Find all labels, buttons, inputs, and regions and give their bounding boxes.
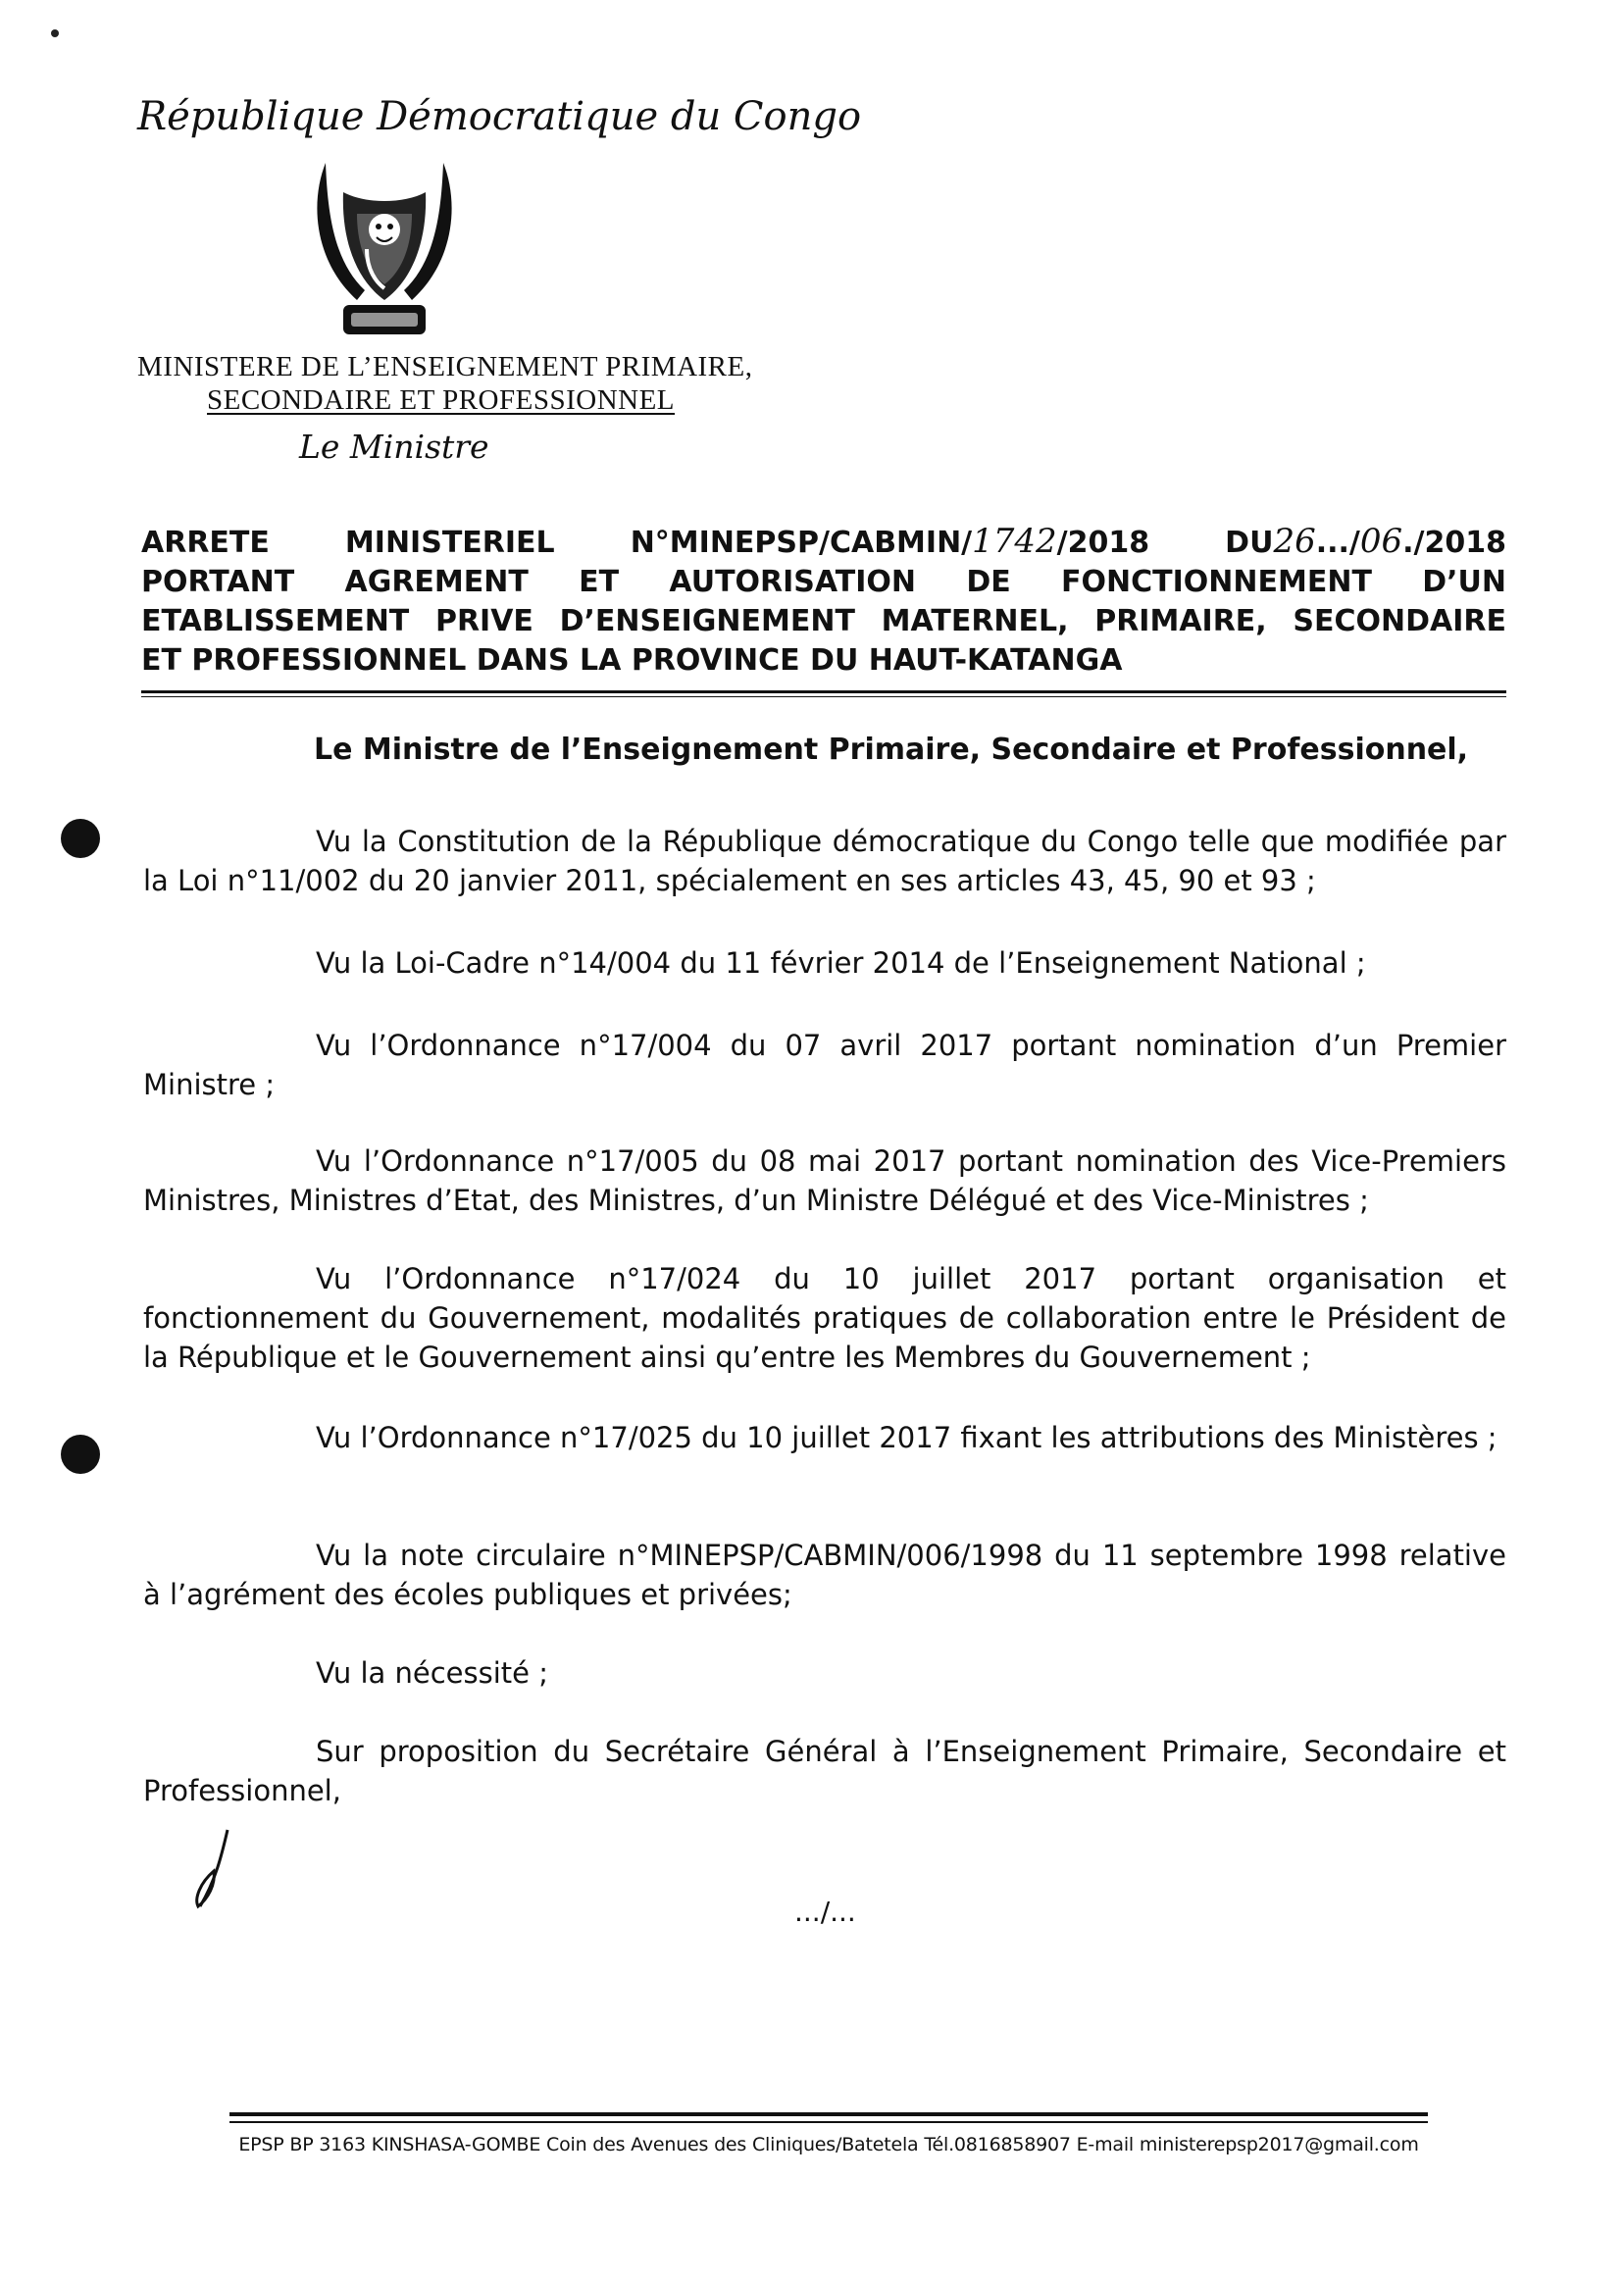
punch-hole-mark <box>61 819 100 858</box>
consideration-text: Vu l’Ordonnance n°17/004 du 07 avril 2017 portant nomination d’un Premier Ministre ; <box>143 1029 1506 1101</box>
decree-ref-sep: .../ <box>1315 526 1360 560</box>
footer-divider-thin <box>229 2121 1428 2123</box>
handwritten-initials <box>186 1826 245 1919</box>
consideration-text: Vu la Constitution de la République démocratique du Congo telle que modifiée par la Loi n°11/002 du 20 janvier 2011, spécialement en ses articles 43, 45, 90 et 93 ; <box>143 825 1506 897</box>
ministry-name-line1: MINISTERE DE L’ENSEIGNEMENT PRIMAIRE, <box>137 351 753 382</box>
consideration-text: Vu la Loi-Cadre n°14/004 du 11 février 2014 de l’Enseignement National ; <box>316 946 1366 980</box>
consideration-paragraph <box>143 1418 1506 1457</box>
coat-of-arms-icon <box>306 153 463 339</box>
footer-divider <box>229 2112 1428 2116</box>
consideration-text: Vu la nécessité ; <box>316 1656 548 1690</box>
footer-address: EPSP BP 3163 KINSHASA-GOMBE Coin des Avenues des Cliniques/Batetela Tél.0816858907 E-mail ministerepsp2017@gmail.com <box>238 2134 1419 2155</box>
consideration-paragraph <box>143 822 1506 900</box>
consideration-text: Vu la note circulaire n°MINEPSP/CABMIN/006/1998 du 11 septembre 1998 relative à l’agrément des écoles publiques et privées; <box>143 1539 1506 1611</box>
title-divider-thin <box>141 696 1506 697</box>
page-continuation-mark: .../... <box>794 1896 856 1928</box>
decree-day-handwritten: 26 <box>1273 522 1316 561</box>
decree-title-line2: PORTANT AGREMENT ET AUTORISATION DE FONCTIONNEMENT D’UN <box>141 565 1506 599</box>
consideration-paragraph <box>143 1732 1506 1810</box>
consideration-text: Sur proposition du Secrétaire Général à l’Enseignement Primaire, Secondaire et Professionnel, <box>143 1735 1506 1807</box>
consideration-paragraph <box>143 1259 1506 1377</box>
punch-hole-mark <box>61 1435 100 1474</box>
decree-title-line3: ETABLISSEMENT PRIVE D’ENSEIGNEMENT MATERNEL, PRIMAIRE, SECONDAIRE <box>141 604 1506 638</box>
decree-ref-mid: /2018 DU <box>1056 526 1274 560</box>
decree-title-line4: ET PROFESSIONNEL DANS LA PROVINCE DU HAUT-KATANGA <box>141 643 1123 678</box>
decree-ref-prefix: ARRETE MINISTERIEL N°MINEPSP/CABMIN/ <box>141 526 973 560</box>
country-name: République Démocratique du Congo <box>137 94 862 139</box>
consideration-paragraph <box>143 1536 1506 1614</box>
consideration-paragraph <box>143 1653 1506 1693</box>
signatory-title: Le Ministre <box>299 428 489 466</box>
consideration-text: Vu l’Ordonnance n°17/025 du 10 juillet 2017 fixant les attributions des Ministères ; <box>316 1421 1497 1454</box>
preamble-heading: Le Ministre de l’Enseignement Primaire, Secondaire et Professionnel, <box>314 733 1469 767</box>
decree-ref-suffix: ./2018 <box>1402 526 1506 560</box>
consideration-text: Vu l’Ordonnance n°17/024 du 10 juillet 2017 portant organisation et fonctionnement du Gouvernement, modalités pratiques de collaboration entre le Président de la République et le Gouvernement ainsi qu’entre les Membres du Gouvernement ; <box>143 1262 1506 1374</box>
consideration-text: Vu l’Ordonnance n°17/005 du 08 mai 2017 portant nomination des Vice-Premiers Ministres, Ministres d’Etat, des Ministres, d’un Ministre Délégué et des Vice-Ministres ; <box>143 1144 1506 1217</box>
ministry-name-line2: SECONDAIRE ET PROFESSIONNEL <box>207 384 676 416</box>
consideration-paragraph <box>143 1141 1506 1220</box>
decree-month-handwritten: 06 <box>1359 522 1403 561</box>
decree-title <box>141 522 1506 681</box>
consideration-paragraph <box>143 943 1506 983</box>
scan-speck <box>51 29 59 37</box>
decree-title-line1 <box>141 522 1506 563</box>
decree-number-handwritten: 1742 <box>972 522 1057 561</box>
title-divider <box>141 690 1506 693</box>
consideration-paragraph <box>143 1026 1506 1104</box>
